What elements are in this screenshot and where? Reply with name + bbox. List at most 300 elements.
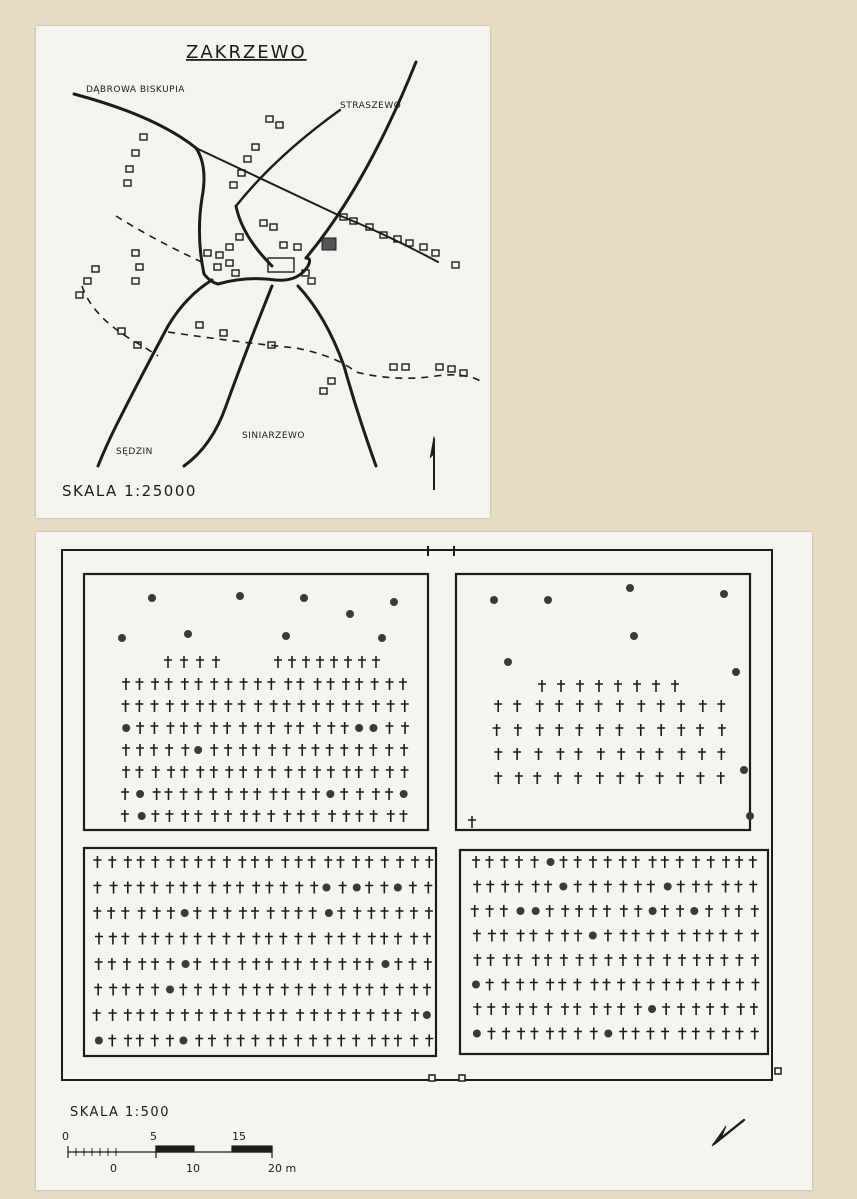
cross-icon (294, 958, 302, 970)
cross-icon (532, 954, 540, 966)
cross-icon (309, 907, 317, 919)
cross-icon (546, 1028, 554, 1040)
cross-icon (513, 700, 521, 712)
cross-icon (409, 882, 417, 894)
cross-icon (619, 856, 627, 868)
cross-icon (502, 1003, 510, 1015)
cross-icon (722, 881, 730, 893)
dot-icon (179, 1037, 187, 1045)
cross-icon (595, 680, 603, 692)
cross-icon (632, 979, 640, 991)
cross-icon (151, 678, 159, 690)
cross-icon (556, 748, 564, 760)
cross-icon (692, 1003, 700, 1015)
dot-icon (626, 584, 634, 592)
cross-icon (589, 905, 597, 917)
cross-icon (487, 1003, 495, 1015)
dot-icon (532, 907, 540, 915)
cross-icon (355, 766, 363, 778)
dot-icon (369, 724, 377, 732)
cross-icon (151, 810, 159, 822)
cross-icon (336, 856, 344, 868)
cross-icon (208, 1035, 216, 1047)
cross-icon (166, 1009, 174, 1021)
cross-icon (574, 772, 582, 784)
cross-icon (313, 722, 321, 734)
cross-icon (532, 881, 540, 893)
cross-icon (576, 680, 584, 692)
cross-icon (494, 772, 502, 784)
cross-icon (692, 979, 700, 991)
cross-icon (223, 907, 231, 919)
cross-icon (561, 930, 569, 942)
cross-icon (355, 810, 363, 822)
cross-icon (386, 766, 394, 778)
cross-icon (280, 882, 288, 894)
dot-icon (184, 630, 192, 638)
cross-icon (151, 933, 159, 945)
dot-icon (490, 596, 498, 604)
cross-icon (371, 678, 379, 690)
cross-icon (194, 810, 202, 822)
scale-bar (68, 1146, 272, 1158)
cross-icon (283, 810, 291, 822)
cross-icon (181, 1009, 189, 1021)
cross-icon (210, 958, 218, 970)
cross-icon (135, 678, 143, 690)
road-siniarzewo-2 (298, 286, 376, 466)
cross-icon (93, 907, 101, 919)
dot-icon (746, 812, 754, 820)
cross-icon (751, 930, 759, 942)
cross-icon (151, 984, 159, 996)
cross-icon (179, 984, 187, 996)
scale-top-15: 15 (232, 1130, 246, 1143)
cross-icon (677, 881, 685, 893)
cross-icon (95, 933, 103, 945)
cross-icon (353, 984, 361, 996)
cross-icon (342, 810, 350, 822)
cross-icon (181, 700, 189, 712)
cross-icon (238, 856, 246, 868)
cross-icon (267, 1035, 275, 1047)
cross-icon (676, 856, 684, 868)
cross-icon (268, 744, 276, 756)
cross-icon (722, 1028, 730, 1040)
road-dabrowa (74, 94, 218, 284)
cross-icon (181, 678, 189, 690)
cross-icon (239, 766, 247, 778)
cross-icon (212, 656, 220, 668)
cross-icon (209, 907, 217, 919)
cross-icon (136, 1009, 144, 1021)
cross-icon (107, 907, 115, 919)
cross-icon (531, 856, 539, 868)
cross-icon (656, 772, 664, 784)
cross-icon (208, 856, 216, 868)
dot-icon (390, 598, 398, 606)
cross-icon (574, 881, 582, 893)
cross-icon (589, 954, 597, 966)
cross-icon (721, 1003, 729, 1015)
quarter-sw (84, 848, 436, 1056)
cross-icon (661, 1028, 669, 1040)
cross-icon (328, 810, 336, 822)
dot-icon (138, 812, 146, 820)
cross-icon (750, 1003, 758, 1015)
cross-icon (678, 930, 686, 942)
cross-icon (294, 1035, 302, 1047)
cross-icon (515, 856, 523, 868)
cross-icon (589, 881, 597, 893)
cross-icon (252, 958, 260, 970)
cross-icon (596, 772, 604, 784)
cross-icon (279, 933, 287, 945)
cross-icon (327, 722, 335, 734)
cross-icon (394, 1035, 402, 1047)
cross-icon (529, 930, 537, 942)
cross-icon (135, 766, 143, 778)
cross-icon (616, 772, 624, 784)
cross-icon (109, 984, 117, 996)
cross-icon (424, 882, 432, 894)
cross-icon (554, 772, 562, 784)
map-scale: SKALA 1:25000 (62, 482, 197, 500)
cross-icon (166, 1035, 174, 1047)
cross-icon (423, 984, 431, 996)
cross-icon (344, 656, 352, 668)
cross-icon (590, 979, 598, 991)
cross-icon (110, 882, 118, 894)
cross-icon (123, 958, 131, 970)
cross-icon (342, 700, 350, 712)
cross-icon (180, 856, 188, 868)
cross-icon (382, 1009, 390, 1021)
cross-icon (194, 933, 202, 945)
cross-icon (340, 744, 348, 756)
cross-icon (538, 680, 546, 692)
cross-icon (223, 722, 231, 734)
place-straszewo: STRASZEWO (340, 101, 402, 111)
cross-icon (705, 881, 713, 893)
cross-icon (166, 958, 174, 970)
cross-icon (338, 958, 346, 970)
cross-icon (717, 772, 725, 784)
cross-icon (494, 700, 502, 712)
cross-icon (254, 722, 262, 734)
dot-icon (604, 1030, 612, 1038)
cross-icon (240, 678, 248, 690)
cross-icon (380, 882, 388, 894)
cross-icon (180, 788, 188, 800)
cross-icon (677, 700, 685, 712)
path-southwest (82, 286, 158, 356)
cross-icon (209, 700, 217, 712)
cross-icon (425, 907, 433, 919)
cross-icon (316, 656, 324, 668)
cross-icon (371, 766, 379, 778)
cross-icon (573, 1003, 581, 1015)
cross-icon (394, 958, 402, 970)
cross-icon (330, 656, 338, 668)
cross-icon (535, 748, 543, 760)
cross-icon (122, 744, 130, 756)
cross-icon (536, 724, 544, 736)
cross-icon (749, 856, 757, 868)
cross-icon (224, 1035, 232, 1047)
cross-icon (372, 700, 380, 712)
cross-icon (657, 724, 665, 736)
dot-icon (166, 986, 174, 994)
quarter-se (460, 850, 768, 1054)
cross-icon (603, 905, 611, 917)
cross-icon (180, 722, 188, 734)
cross-icon (327, 678, 335, 690)
cross-icon (294, 933, 302, 945)
dot-icon (423, 1011, 431, 1019)
cross-icon (223, 882, 231, 894)
cross-icon (387, 700, 395, 712)
dot-icon (381, 960, 389, 968)
cross-icon (239, 722, 247, 734)
cross-icon (124, 1009, 132, 1021)
cross-icon (632, 856, 640, 868)
dot-icon (648, 1005, 656, 1013)
cross-icon (487, 954, 495, 966)
cross-icon (735, 856, 743, 868)
cross-icon (296, 1009, 304, 1021)
cross-icon (396, 984, 404, 996)
cross-icon (604, 881, 612, 893)
cross-icon (515, 772, 523, 784)
cross-icon (637, 748, 645, 760)
cross-icon (209, 984, 217, 996)
cross-icon (150, 882, 158, 894)
cross-icon (239, 907, 247, 919)
cross-icon (574, 930, 582, 942)
cross-icon (222, 984, 230, 996)
place-siniarzewo: SINIARZEWO (242, 431, 305, 441)
cross-icon (274, 656, 282, 668)
cross-icon (252, 744, 260, 756)
cross-icon (267, 810, 275, 822)
cross-icon (557, 680, 565, 692)
cross-icon (560, 954, 568, 966)
cross-icon (751, 1028, 759, 1040)
cross-icon (324, 1009, 332, 1021)
north-arrow-icon (430, 436, 434, 490)
cross-icon (353, 933, 361, 945)
cross-icon (339, 882, 347, 894)
cross-icon (267, 1009, 275, 1021)
cross-icon (536, 700, 544, 712)
cross-icon (369, 744, 377, 756)
cross-icon (267, 722, 275, 734)
cross-icon (719, 930, 727, 942)
cross-icon (342, 678, 350, 690)
cross-icon (632, 930, 640, 942)
cross-icon (736, 1028, 744, 1040)
cross-icon (517, 930, 525, 942)
quarter-ne (456, 574, 750, 830)
cross-icon (575, 905, 583, 917)
cross-icon (165, 788, 173, 800)
cross-icon (298, 766, 306, 778)
cross-icon (367, 907, 375, 919)
cross-icon (356, 788, 364, 800)
cross-icon (560, 856, 568, 868)
cross-icon (284, 766, 292, 778)
cross-icon (646, 1028, 654, 1040)
cross-icon (237, 1035, 245, 1047)
cross-icon (365, 856, 373, 868)
cross-icon (326, 700, 334, 712)
cross-icon (633, 680, 641, 692)
cross-icon (165, 933, 173, 945)
cross-icon (166, 700, 174, 712)
cross-icon (122, 700, 130, 712)
road-loop (236, 206, 272, 266)
cross-icon (93, 856, 101, 868)
dot-icon (136, 790, 144, 798)
cross-icon (296, 722, 304, 734)
cross-icon (138, 958, 146, 970)
cross-icon (387, 810, 395, 822)
cross-icon (749, 881, 757, 893)
cross-icon (136, 1035, 144, 1047)
cross-icon (180, 766, 188, 778)
cross-icon (252, 882, 260, 894)
cross-icon (224, 678, 232, 690)
cross-icon (655, 748, 663, 760)
cross-icon (352, 1009, 360, 1021)
cross-icon (253, 788, 261, 800)
cross-icon (337, 1035, 345, 1047)
north-arrow-icon (712, 1120, 744, 1146)
cross-icon (473, 1003, 481, 1015)
cross-icon (516, 979, 524, 991)
cross-icon (265, 958, 273, 970)
cross-icon (486, 979, 494, 991)
cross-icon (735, 930, 743, 942)
cross-icon (109, 1009, 117, 1021)
cross-icon (308, 984, 316, 996)
cross-icon (297, 700, 305, 712)
plan-scale: SKALA 1:500 (70, 1105, 170, 1120)
cross-icon (634, 1003, 642, 1015)
cross-icon (555, 724, 563, 736)
cross-icon (646, 954, 654, 966)
cross-icon (500, 930, 508, 942)
cross-icon (424, 958, 432, 970)
cross-icon (595, 700, 603, 712)
cross-icon (409, 958, 417, 970)
cross-icon (589, 856, 597, 868)
cross-icon (678, 748, 686, 760)
cross-icon (340, 788, 348, 800)
cross-icon (327, 766, 335, 778)
cross-icon (166, 882, 174, 894)
cross-icon (239, 744, 247, 756)
cross-icon (167, 856, 175, 868)
cross-icon (705, 905, 713, 917)
cross-icon (196, 766, 204, 778)
cross-icon (297, 810, 305, 822)
cross-icon (136, 744, 144, 756)
cross-icon (500, 905, 508, 917)
cross-icon (736, 979, 744, 991)
place-sedzin: SĘDZIN (116, 447, 153, 457)
cross-icon (603, 979, 611, 991)
scale-bottom-10: 10 (186, 1162, 200, 1175)
cross-icon (718, 724, 726, 736)
cross-icon (283, 700, 291, 712)
path-south (168, 332, 482, 382)
cross-icon (310, 958, 318, 970)
cross-icon (693, 930, 701, 942)
cross-icon (647, 979, 655, 991)
cross-icon (284, 678, 292, 690)
cross-icon (617, 1003, 625, 1015)
cross-icon (323, 958, 331, 970)
cross-icon (707, 1028, 715, 1040)
cross-icon (487, 1028, 495, 1040)
cross-icon (604, 856, 612, 868)
cross-icon (401, 700, 409, 712)
cross-icon (296, 678, 304, 690)
cross-icon (372, 788, 380, 800)
cross-icon (281, 984, 289, 996)
cross-icon (352, 856, 360, 868)
dot-icon (720, 590, 728, 598)
cross-icon (635, 772, 643, 784)
cross-icon (181, 810, 189, 822)
cross-icon (720, 954, 728, 966)
dot-icon (400, 790, 408, 798)
cross-icon (370, 810, 378, 822)
cross-icon (295, 882, 303, 894)
cross-icon (224, 700, 232, 712)
cross-icon (382, 1035, 390, 1047)
cross-icon (355, 678, 363, 690)
cross-icon (751, 905, 759, 917)
cross-icon (355, 744, 363, 756)
cross-icon (193, 907, 201, 919)
cross-icon (517, 1028, 525, 1040)
cross-icon (380, 984, 388, 996)
cross-icon (208, 882, 216, 894)
map-title: ZAKRZEWO (186, 42, 307, 63)
cross-icon (165, 810, 173, 822)
cross-icon (380, 907, 388, 919)
cross-icon (677, 1003, 685, 1015)
cross-icon (167, 907, 175, 919)
cross-icon (561, 1003, 569, 1015)
cross-icon (164, 656, 172, 668)
cross-icon (236, 882, 244, 894)
cross-icon (486, 905, 494, 917)
cross-icon (295, 907, 303, 919)
cross-icon (298, 788, 306, 800)
cross-icon (137, 882, 145, 894)
cross-icon (619, 954, 627, 966)
cross-icon (251, 856, 259, 868)
cross-icon (281, 907, 289, 919)
cross-icon (312, 700, 320, 712)
cross-icon (358, 656, 366, 668)
cross-icon (530, 979, 538, 991)
cross-icon (180, 656, 188, 668)
